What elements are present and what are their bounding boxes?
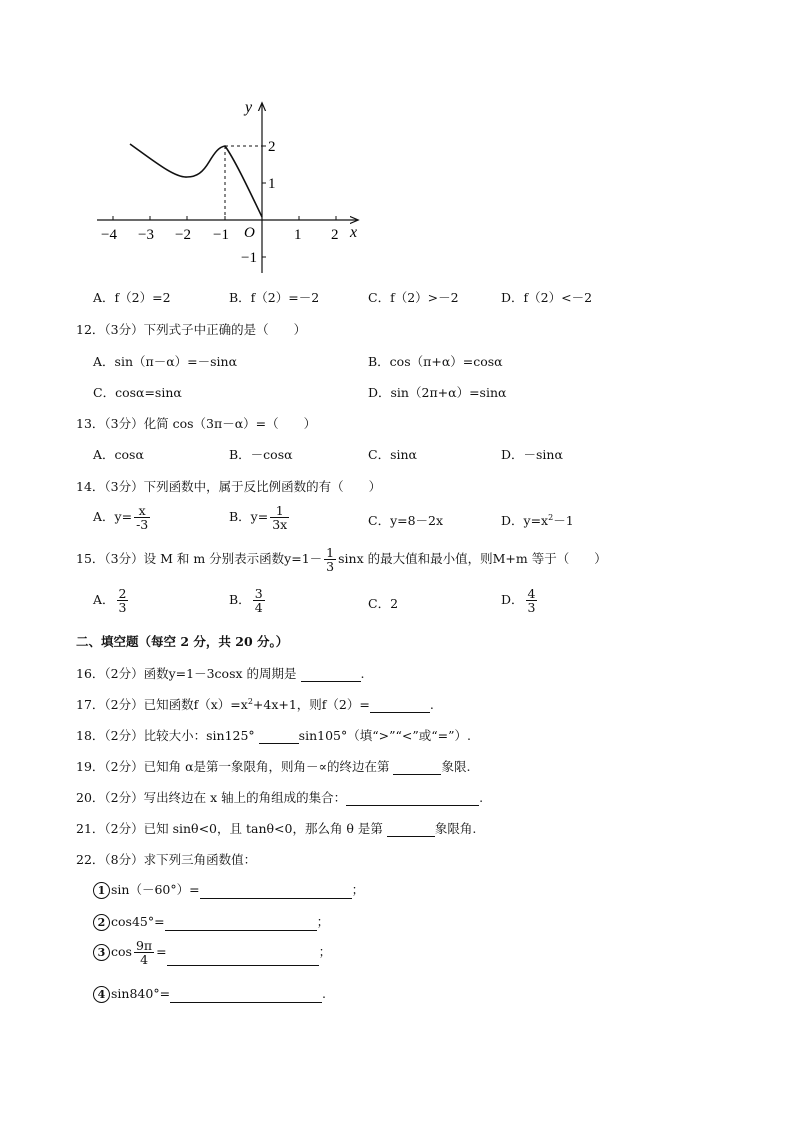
- fraction: [526, 587, 538, 614]
- q20: [76, 788, 483, 806]
- denominator: 3: [326, 559, 335, 575]
- exponent: 2: [548, 512, 554, 522]
- item-end: ；: [351, 882, 365, 897]
- q21-text-post: 象限角.: [434, 821, 477, 836]
- q15-option-c: C．2: [368, 596, 399, 611]
- q13-option-b: B．－cosα: [229, 447, 293, 462]
- numerator: 3: [254, 586, 263, 601]
- q19: [76, 757, 470, 775]
- q14-option-c: C．y=8－2x: [368, 513, 444, 528]
- q21: [76, 819, 476, 837]
- denominator: 3x: [272, 517, 288, 533]
- q18-answer-blank[interactable]: [259, 731, 299, 744]
- fraction: [134, 504, 150, 531]
- q18-text: 18．（2分）比较大小：sin125°: [76, 728, 255, 743]
- origin-label: O: [244, 225, 255, 241]
- q19-text-post: 象限.: [441, 759, 471, 774]
- q15-stem: [76, 546, 607, 573]
- item-expression: sin（－60°）=: [111, 882, 200, 897]
- q22-item-2: [93, 912, 329, 931]
- q14-option-a: [93, 504, 152, 531]
- q12-option-b: B．cos（π+α）=cosα: [368, 354, 503, 369]
- q17: [76, 695, 434, 713]
- fraction: [253, 587, 265, 614]
- q13-option-d: D．－sinα: [501, 447, 563, 462]
- y-tick-label: 2: [268, 139, 276, 155]
- denominator: 4: [254, 600, 263, 616]
- x-axis-label: x: [350, 224, 358, 241]
- q22-item-1: [93, 880, 364, 899]
- q20-end: .: [479, 790, 484, 805]
- option-suffix: －1: [553, 513, 574, 528]
- q18-text-post: sin105°（填“>”“<”或“=”）.: [298, 728, 471, 743]
- denominator: 4: [140, 952, 149, 968]
- q22-item-1-answer-blank[interactable]: [200, 886, 352, 899]
- y-tick-label: −1: [241, 250, 257, 266]
- q19-answer-blank[interactable]: [393, 762, 441, 775]
- q20-answer-blank[interactable]: [346, 793, 479, 806]
- item-end: .: [322, 986, 327, 1001]
- y-tick-label: 1: [268, 176, 276, 192]
- q13-option-c: C．sinα: [368, 447, 417, 462]
- q16-end: .: [360, 666, 365, 681]
- x-tick-label: 1: [294, 227, 302, 243]
- q11-option-c: C．f（2）>－2: [368, 290, 459, 305]
- numerator: 4: [527, 586, 536, 601]
- q17-text-mid: +4x+1，则f（2）=: [252, 697, 370, 712]
- q22-stem: 22．（8分）求下列三角函数值：: [76, 852, 257, 867]
- q16-answer-blank[interactable]: [301, 669, 361, 682]
- q22-item-3: [93, 939, 331, 966]
- x-tick-label: −4: [101, 227, 117, 243]
- numerator: 1: [326, 545, 335, 560]
- item-number-circle: 3: [93, 944, 110, 961]
- numerator: 1: [270, 504, 289, 518]
- q12-option-a: A．sin（π－α）=－sinα: [93, 354, 238, 369]
- item-expression: cos: [111, 944, 132, 960]
- fraction: [117, 587, 129, 614]
- x-tick-label: −2: [175, 227, 191, 243]
- q17-text: 17．（2分）已知函数f（x）=x: [76, 697, 248, 712]
- option-label: D．: [501, 592, 524, 608]
- q15-stem-pre: 15．（3分）设 M 和 m 分别表示函数y=1－: [76, 551, 323, 567]
- y-axis-label: y: [245, 99, 253, 116]
- function-graph: [85, 90, 375, 280]
- exponent: 2: [247, 696, 253, 706]
- q22-item-2-answer-blank[interactable]: [165, 918, 317, 931]
- q17-end: .: [429, 697, 434, 712]
- item-end: ；: [318, 944, 332, 960]
- item-number-circle: 1: [93, 882, 110, 899]
- option-label: B．: [229, 592, 251, 608]
- option-prefix: A．y=: [93, 509, 133, 525]
- denominator: 3: [527, 600, 536, 616]
- denominator: -3: [136, 517, 149, 533]
- q15-stem-post: sinx 的最大值和最小值，则M+m 等于（ ）: [338, 551, 607, 567]
- q15-option-d: [501, 587, 539, 614]
- fraction: [270, 504, 289, 531]
- item-expression: cos45°=: [111, 914, 165, 929]
- option-prefix: B．y=: [229, 509, 269, 525]
- equals-sign: =: [156, 944, 167, 960]
- section-heading: 二、填空题（每空 2 分，共 20 分。）: [76, 634, 289, 649]
- q13-stem: 13．（3分）化简 cos（3π－α）=（ ）: [76, 416, 317, 431]
- item-expression: sin840°=: [111, 986, 171, 1001]
- denominator: 3: [118, 600, 127, 616]
- q19-text: 19．（2分）已知角 α是第一象限角，则角－∝的终边在第: [76, 759, 390, 774]
- q14-option-d: [501, 511, 574, 529]
- numerator: x: [134, 504, 150, 518]
- fraction: [134, 939, 154, 966]
- q14-stem: 14．（3分）下列函数中，属于反比例函数的有（ ）: [76, 479, 382, 494]
- q12-option-d: D．sin（2π+α）=sinα: [368, 385, 507, 400]
- q11-option-d: D．f（2）<－2: [501, 290, 593, 305]
- function-curve: [130, 144, 262, 217]
- q13-option-a: A．cosα: [93, 447, 144, 462]
- q12-stem: 12．（3分）下列式子中正确的是（ ）: [76, 322, 307, 337]
- item-end: ；: [316, 914, 330, 929]
- numerator: 9π: [135, 938, 153, 953]
- q22-item-3-answer-blank[interactable]: [167, 953, 319, 966]
- q16-text: 16．（2分）函数y=1－3cosx 的周期是: [76, 666, 297, 681]
- x-tick-label: −1: [213, 227, 229, 243]
- option-label: A．: [93, 592, 115, 608]
- q22-item-4: [93, 986, 326, 1003]
- q11-option-b: B．f（2）=－2: [229, 290, 320, 305]
- option-prefix: D．y=x: [501, 513, 549, 528]
- q21-answer-blank[interactable]: [387, 824, 435, 837]
- q18: [76, 726, 471, 744]
- item-number-circle: 4: [93, 986, 110, 1003]
- x-tick-label: −3: [138, 227, 154, 243]
- q20-text: 20．（2分）写出终边在 x 轴上的角组成的集合：: [76, 790, 347, 805]
- q22-item-4-answer-blank[interactable]: [170, 990, 322, 1003]
- q16: [76, 664, 364, 682]
- x-tick-label: 2: [331, 227, 339, 243]
- q17-answer-blank[interactable]: [370, 700, 430, 713]
- q12-option-c: C．cosα=sinα: [93, 385, 182, 400]
- numerator: 2: [118, 586, 127, 601]
- q21-text: 21．（2分）已知 sinθ<0，且 tanθ<0，那么角 θ 是第: [76, 821, 383, 836]
- q15-option-b: [229, 587, 267, 614]
- q14-option-b: [229, 504, 291, 531]
- q11-option-a: A．f（2）=2: [93, 290, 171, 305]
- q15-option-a: [93, 587, 130, 614]
- item-number-circle: 2: [93, 914, 110, 931]
- fraction: [324, 546, 336, 573]
